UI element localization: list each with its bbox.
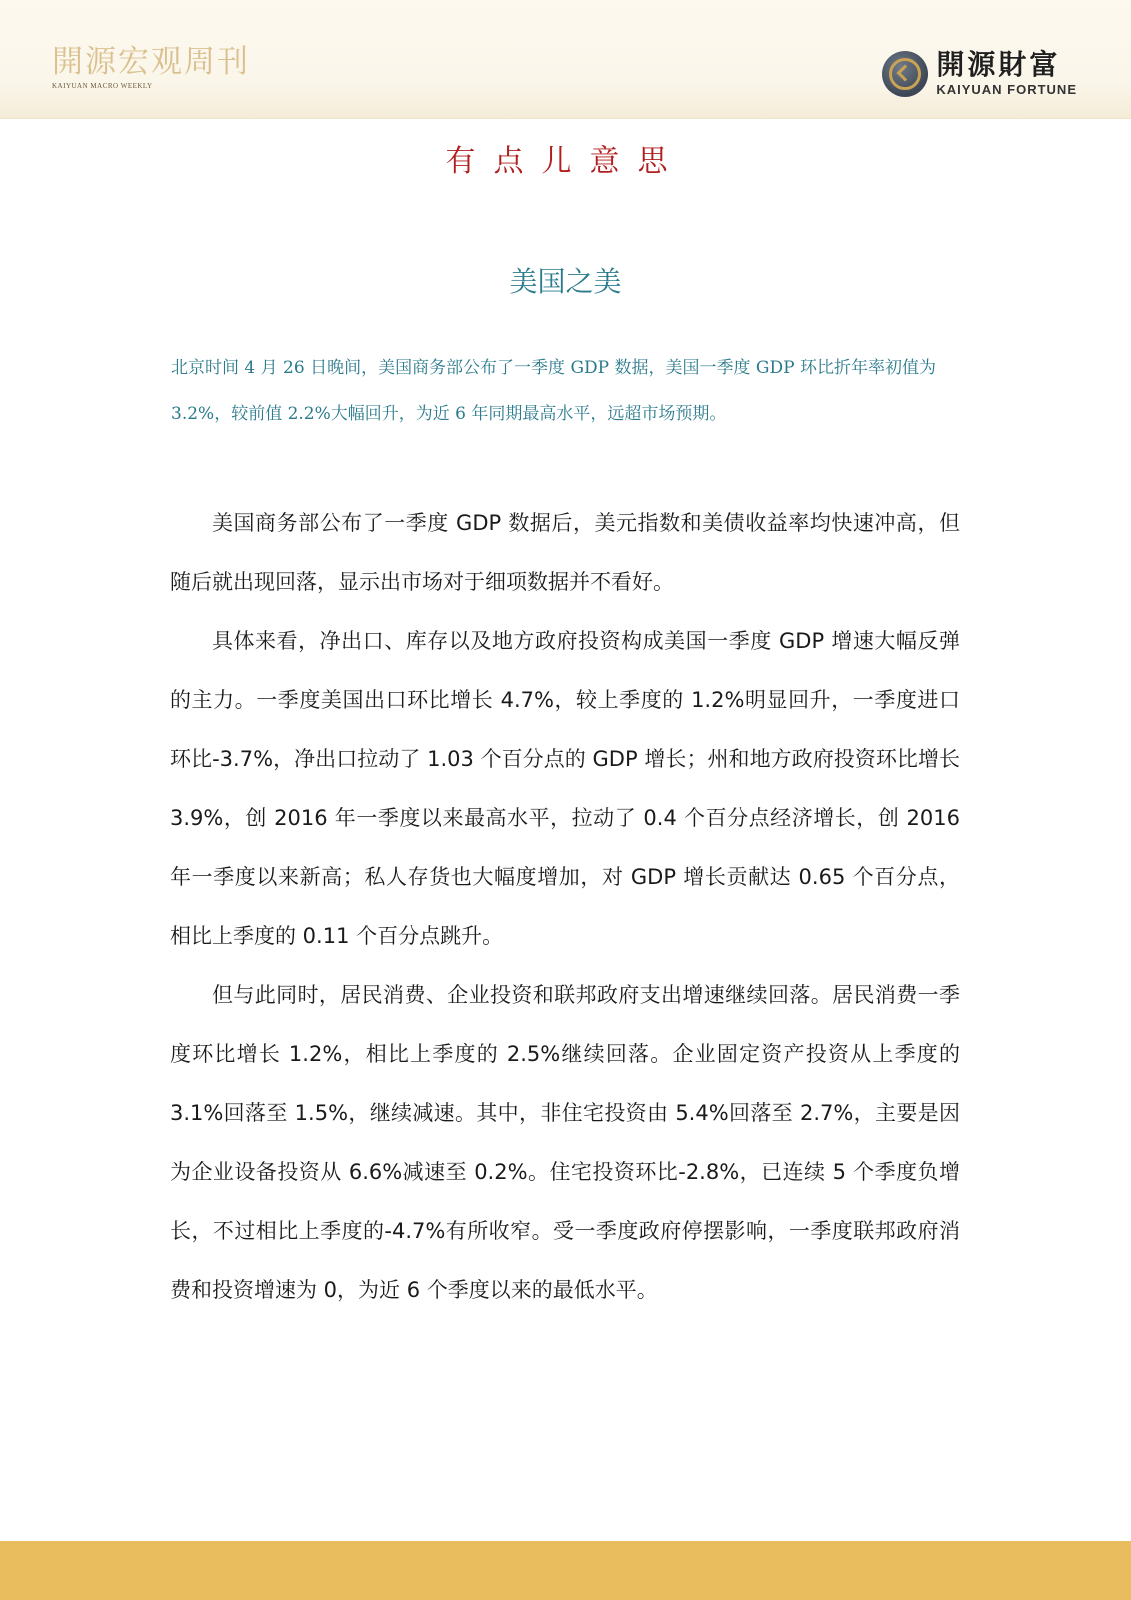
brand-text	[936, 50, 1077, 97]
brand-logo	[882, 50, 1077, 97]
brand-name-en: KAIYUAN FORTUNE	[936, 82, 1077, 97]
column-title: 有点儿意思	[445, 144, 686, 179]
article-title: 美国之美	[509, 265, 622, 298]
brand-name-cn: 開源財富	[936, 48, 1061, 81]
page-footer-bar	[0, 1541, 1131, 1600]
brand-emblem-icon	[882, 51, 928, 97]
body-paragraph: 美国商务部公布了一季度 GDP 数据后，美元指数和美债收益率均快速冲高，但随后就出现回落，显示出市场对于细项数据并不看好。	[170, 511, 960, 594]
article-summary: 北京时间 4 月 26 日晚间，美国商务部公布了一季度 GDP 数据，美国一季度 GDP 环比折年率初值为 3.2%，较前值 2.2%大幅回升，为近 6 年同期最高水平，远超市场预期。	[171, 358, 936, 424]
page-header	[0, 0, 1131, 119]
body-paragraph: 但与此同时，居民消费、企业投资和联邦政府支出增速继续回落。居民消费一季度环比增长 1.2%，相比上季度的 2.5%继续回落。企业固定资产投资从上季度的 3.1%回落至 1.5%，继续减速。其中，非住宅投资由 5.4%回落至 2.7%，主要是因为企业设备投资从 6.6%减速至 0.2%。住宅投资环比-2.8%，已连续 5 个季度负增长，不过相比上季度的-4.7%有所收窄。受一季度政府停摆影响，一季度联邦政府消费和投资增速为 0，为近 6 个季度以来的最低水平。	[170, 983, 960, 1302]
publication-subtitle: KAIYUAN MACRO WEEKLY	[52, 82, 153, 90]
body-paragraph: 具体来看，净出口、库存以及地方政府投资构成美国一季度 GDP 增速大幅反弹的主力。一季度美国出口环比增长 4.7%，较上季度的 1.2%明显回升，一季度进口环比-3.7%，净出口拉动了 1.03 个百分点的 GDP 增长；州和地方政府投资环比增长 3.9%，创 2016 年一季度以来最高水平，拉动了 0.4 个百分点经济增长，创 2016 年一季度以来新高；私人存货也大幅度增加，对 GDP 增长贡献达 0.65 个百分点，相比上季度的 0.11 个百分点跳升。	[170, 629, 960, 948]
publication-logo	[52, 44, 250, 90]
publication-title: 開源宏观周刊	[52, 44, 250, 80]
article-body	[170, 494, 960, 1320]
